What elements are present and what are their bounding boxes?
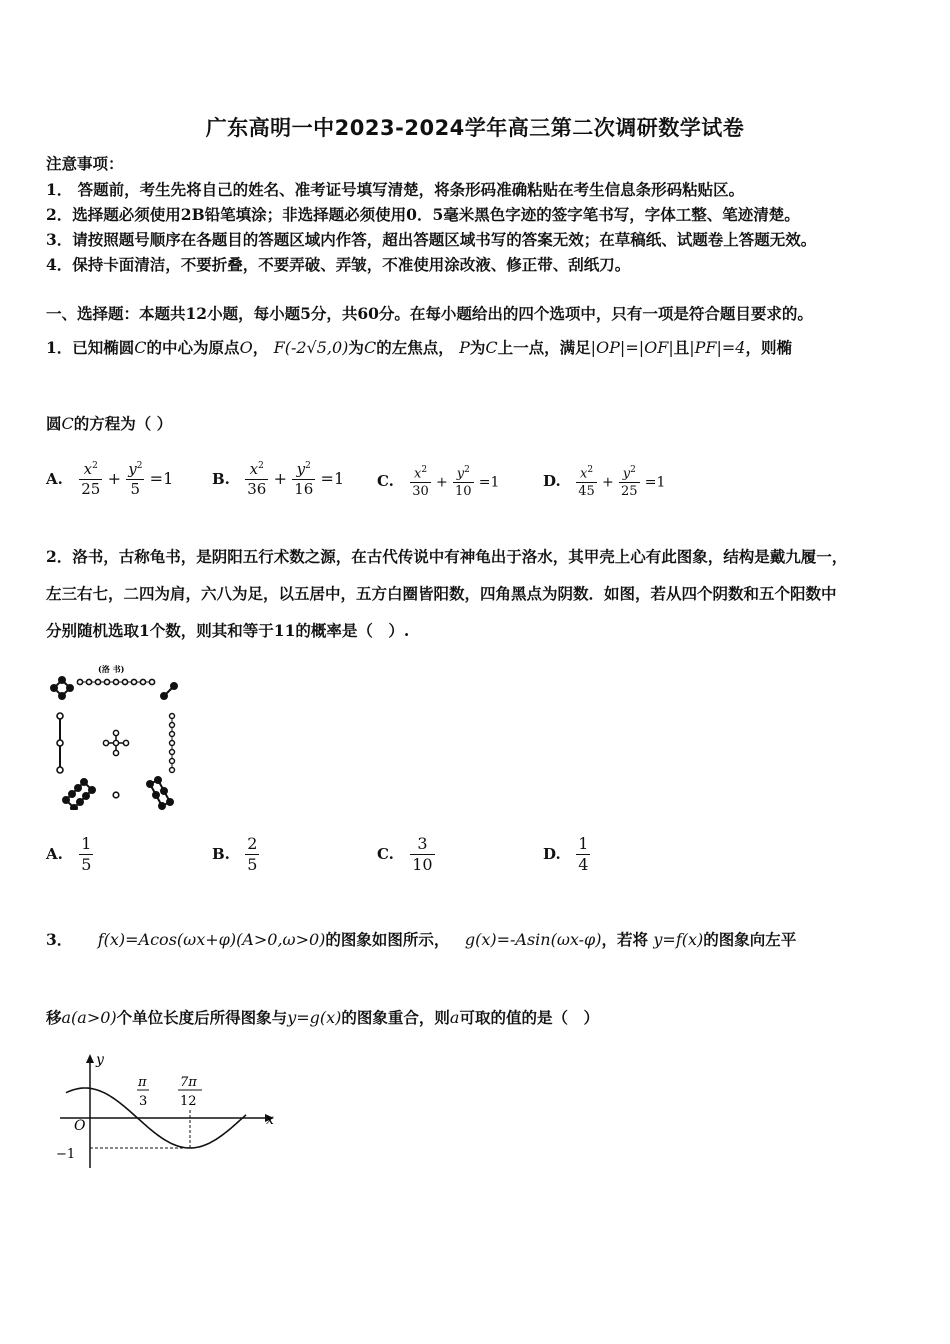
one-white-dot [113, 792, 119, 798]
math-yf: y=f(x) [653, 930, 704, 949]
note-item: 1． 答题前，考生先将自己的姓名、准考证号填写清楚，将条形码准确粘贴在考生信息条形码粘贴区。 [46, 180, 745, 199]
six-black-dots [147, 777, 173, 809]
eight-black-dots [63, 779, 95, 810]
four-black-dots [51, 677, 73, 699]
math-a: a(a>0) [61, 1008, 117, 1027]
question-1-text-cont: 圆C的方程为（ ） [46, 414, 173, 433]
x-axis-label: x [266, 1112, 274, 1128]
tick-7pi-12-den: 12 [180, 1094, 197, 1109]
tick-pi-3-num: π [138, 1075, 147, 1090]
three-white-dots [57, 713, 63, 773]
section-heading: 一、选择题：本题共12小题，每小题5分，共60分。在每小题给出的四个选项中，只有一项是符合题目要求的。 [46, 304, 813, 323]
q2-option-d[interactable]: D. $\frac{1}{4}$ [543, 834, 589, 874]
math-condition-1: |OP|=|OF| [590, 338, 674, 357]
five-white-dots [103, 730, 128, 755]
q2-option-b[interactable]: B. $\frac{2}{5}$ [212, 834, 258, 874]
math-g: g(x)=-Asin(ωx-φ) [464, 930, 602, 949]
math-focus: F(-2√5,0) [273, 338, 349, 357]
q2-option-c[interactable]: C. $\frac{3}{10}$ [377, 834, 433, 874]
q3-graph [46, 1050, 286, 1175]
tick-pi-3-den: 3 [139, 1094, 148, 1109]
math-yg: y=g(x) [287, 1008, 342, 1027]
q1-option-a[interactable]: A. $\frac{x^2}{25}$ + $\frac{y^2}{5}$ =1 [46, 460, 174, 498]
y-axis-label: y [96, 1052, 104, 1068]
math-f: f(x)=Acos(ωx+φ)(A>0,ω>0) [97, 930, 326, 949]
question-2-text: 左三右七，二四为肩，六八为足，以五居中，五方白圈皆阳数，四角黑点为阴数．如图，若从四个阴数和五个阳数中 [46, 584, 837, 603]
y-min-label: −1 [56, 1147, 76, 1162]
question-2-text: 分别随机选取1个数，则其和等于11的概率是（ ）. [46, 621, 410, 640]
two-black-dots [161, 683, 177, 699]
question-3-text: 3． f(x)=Acos(ωx+φ)(A>0,ω>0)的图象如图所示， g(x)=-Asin(ωx-φ)，若将 y=f(x)的图象向左平 [46, 930, 797, 949]
math-P: P [459, 338, 470, 357]
q2-option-a[interactable]: A. $\frac{1}{5}$ [46, 834, 92, 874]
math-O: O [239, 338, 253, 357]
nine-white-dots [77, 679, 154, 684]
note-item: 2．选择题必须使用2B铅笔填涂；非选择题必须使用0．5毫米黑色字迹的签字笔书写，字体工整、笔迹清楚。 [46, 205, 800, 224]
notes-heading: 注意事项： [46, 154, 124, 173]
math-C: C [134, 338, 147, 357]
math-condition-2: |PF|=4 [689, 338, 746, 357]
question-2-text: 2．洛书，古称龟书，是阴阳五行术数之源，在古代传说中有神龟出于洛水，其甲壳上心有此图象，结构是戴九履一， [46, 547, 848, 566]
luoshu-caption: (洛 书) [98, 664, 125, 674]
tick-7pi-12-num: 7π [180, 1075, 197, 1090]
y-axis-arrow [86, 1054, 94, 1063]
note-item: 4．保持卡面清洁，不要折叠，不要弄破、弄皱，不准使用涂改液、修正带、刮纸刀。 [46, 255, 631, 274]
q1-option-c[interactable]: C. $\frac{x^2}{30}$ + $\frac{y^2}{10}$ =1 [377, 465, 500, 499]
q1-option-b[interactable]: B. $\frac{x^2}{36}$ + $\frac{y^2}{16}$ =1 [212, 460, 345, 498]
exam-title: 广东高明一中2023-2024学年高三第二次调研数学试卷 [205, 116, 745, 140]
question-1-text: 1．已知椭圆C的中心为原点O， F(-2√5,0)为C的左焦点， P为C上一点，满足|OP|=|OF|且|PF|=4，则椭 [46, 338, 792, 357]
question-3-text-cont: 移a(a>0)个单位长度后所得图象与y=g(x)的图象重合，则a可取的值的是（ ） [46, 1008, 599, 1027]
seven-white-dots [170, 714, 175, 773]
luoshu-figure [46, 660, 196, 810]
origin-label: O [74, 1118, 86, 1134]
q1-option-d[interactable]: D. $\frac{x^2}{45}$ + $\frac{y^2}{25}$ =1 [543, 465, 666, 499]
note-item: 3．请按照题号顺序在各题目的答题区域内作答，超出答题区域书写的答案无效；在草稿纸、试题卷上答题无效。 [46, 230, 817, 249]
